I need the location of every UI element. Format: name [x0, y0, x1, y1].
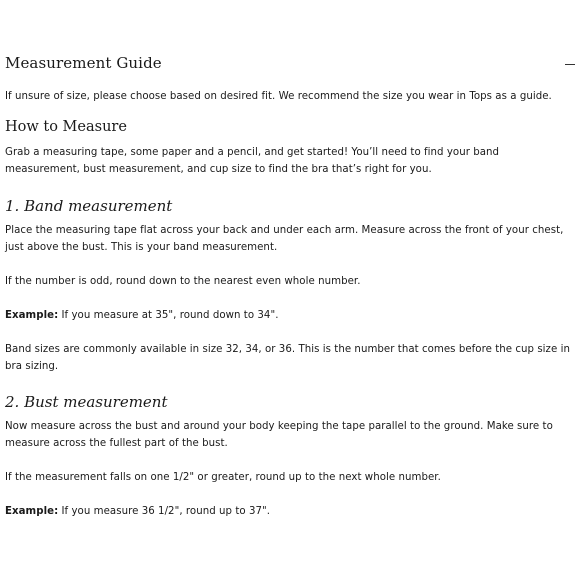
bust-example-text: If you measure 36 1/2", round up to 37". [58, 506, 271, 517]
band-rounding-rule: If the number is odd, round down to the nearest even whole number. [5, 276, 361, 287]
band-example-text: If you measure at 35", round down to 34". [58, 310, 279, 321]
band-measurement-heading: 1. Band measurement [5, 197, 173, 215]
bust-example [5, 503, 575, 520]
how-to-measure-heading: How to Measure [5, 119, 127, 135]
bust-instructions: Now measure across the bust and around your body keeping the tape parallel to the ground. Make sure to measure across the fullest part of the bust. [5, 421, 553, 449]
guide-intro: If unsure of size, please choose based on desired fit. We recommend the size you wear in Tops as a guide. [5, 91, 552, 102]
minus-icon[interactable] [563, 56, 577, 70]
bust-measurement-heading: 2. Bust measurement [5, 393, 168, 411]
how-to-measure-text: Grab a measuring tape, some paper and a pencil, and get started! You’ll need to find your band measurement, bust measurement, and cup size to find the bra that’s right for you. [5, 147, 500, 175]
measurement-guide-panel [5, 52, 575, 520]
guide-title: Measurement Guide [5, 54, 162, 72]
band-instructions: Place the measuring tape flat across your back and under each arm. Measure across the front of your chest, just above the bust. This is your band measurement. [5, 225, 564, 253]
bust-example-label: Example: [5, 506, 59, 517]
band-sizes-note: Band sizes are commonly available in size 32, 34, or 36. This is the number that comes before the cup size in bra sizing. [5, 344, 570, 372]
band-example-label: Example: [5, 310, 59, 321]
bust-rounding-rule: If the measurement falls on one 1/2" or greater, round up to the next whole number. [5, 472, 441, 483]
band-example [5, 307, 575, 324]
guide-header[interactable] [5, 52, 575, 76]
